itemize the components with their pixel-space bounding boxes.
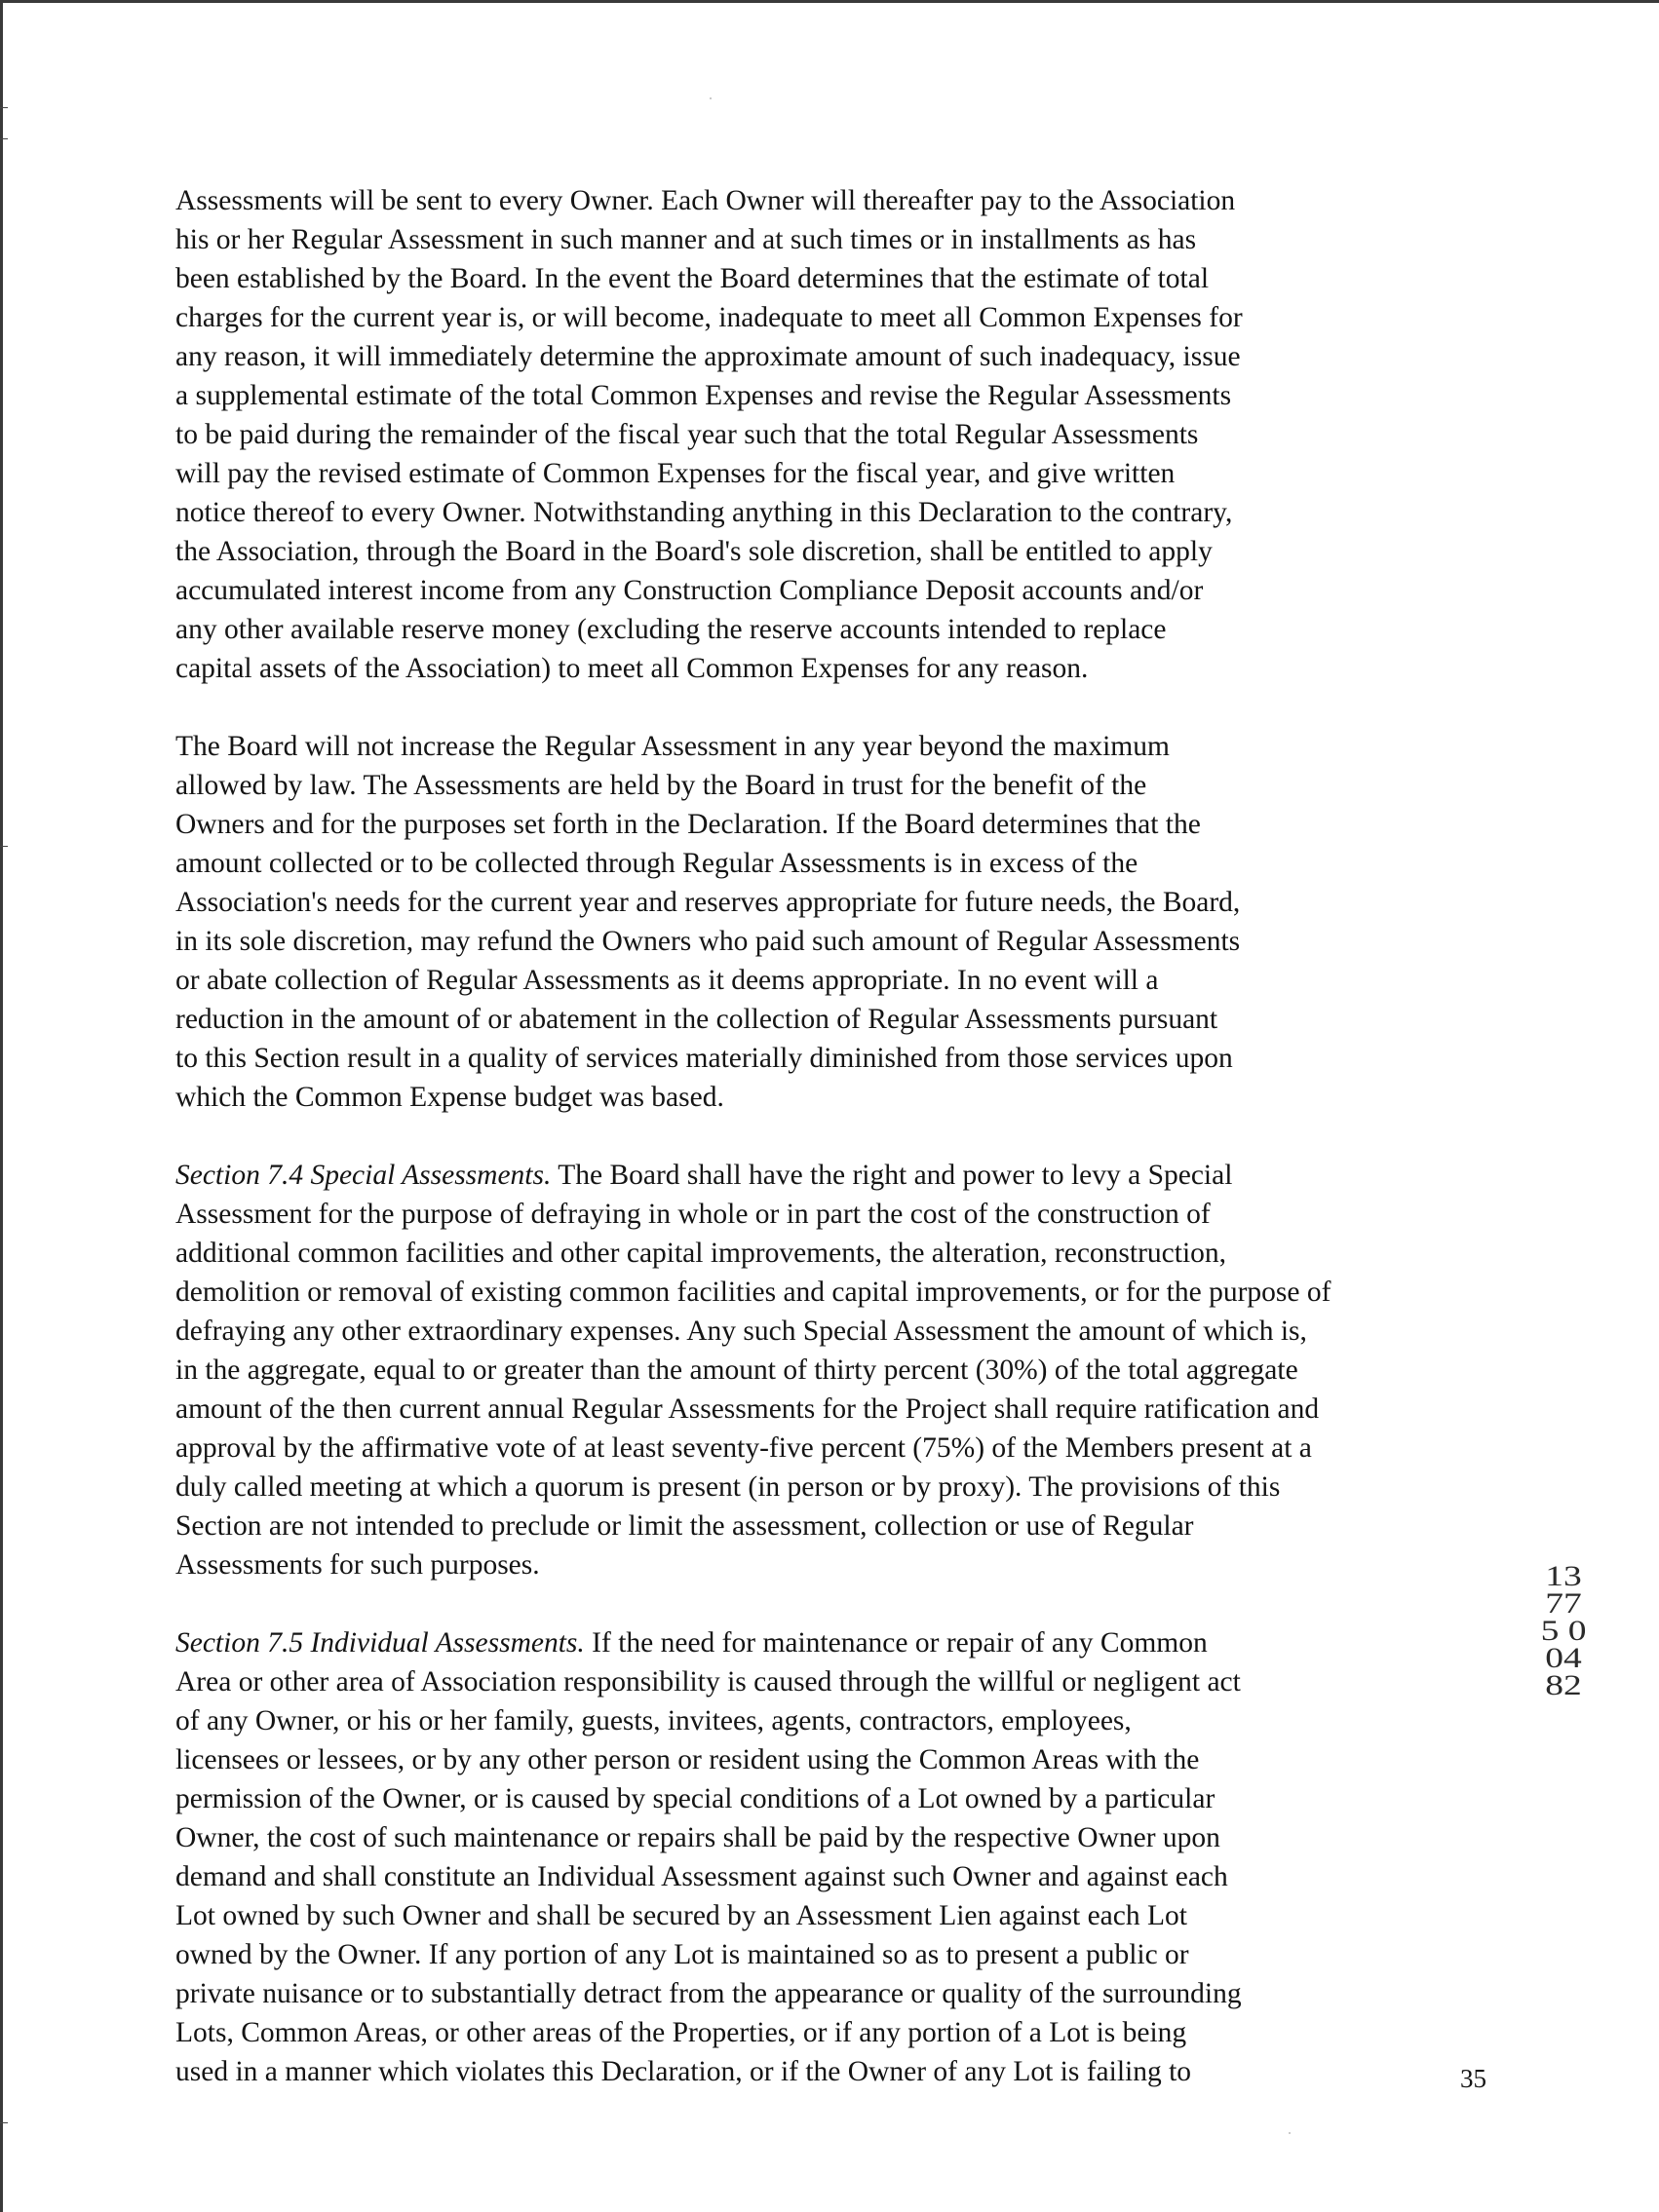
text-line: any other available reserve money (excluding the reserve accounts intended to replace bbox=[175, 614, 1167, 645]
section-heading: Section 7.4 Special Assessments. bbox=[175, 1160, 552, 1191]
text-line: a supplemental estimate of the total Common Expenses and revise the Regular Assessments bbox=[175, 380, 1232, 411]
section-first-line-text: The Board shall have the right and power to levy a Special bbox=[551, 1160, 1233, 1191]
text-line: amount of the then current annual Regular Assessments for the Project shall require ratification and bbox=[175, 1393, 1320, 1425]
text-line: reduction in the amount of or abatement in the collection of Regular Assessments pursuant bbox=[175, 1004, 1218, 1035]
text-line: Area or other area of Association responsibility is caused through the willful or negligent act bbox=[175, 1666, 1241, 1697]
text-line: in its sole discretion, may refund the Owners who paid such amount of Regular Assessments bbox=[175, 926, 1241, 957]
text-line: amount collected or to be collected through Regular Assessments is in excess of the bbox=[175, 848, 1138, 879]
scan-edge-left bbox=[0, 0, 3, 2212]
text-line bbox=[175, 1156, 1511, 1195]
recording-stamp-digits: 13775 00482 bbox=[1540, 1560, 1587, 1701]
text-line: The Board will not increase the Regular Assessment in any year beyond the maximum bbox=[175, 731, 1170, 762]
text-line: Assessment for the purpose of defraying in whole or in part the cost of the construction of bbox=[175, 1199, 1211, 1230]
section-heading: Section 7.5 Individual Assessments. bbox=[175, 1627, 585, 1659]
text-line: approval by the affirmative vote of at least seventy-five percent (75%) of the Members present at a bbox=[175, 1432, 1312, 1464]
text-line: accumulated interest income from any Construction Compliance Deposit accounts and/or bbox=[175, 575, 1204, 606]
scan-edge-mark bbox=[0, 2122, 8, 2123]
text-line: to be paid during the remainder of the fiscal year such that the total Regular Assessments bbox=[175, 419, 1199, 450]
paragraph-assessment-limits bbox=[175, 727, 1511, 1117]
text-line bbox=[175, 1623, 1511, 1662]
text-line: Assessments for such purposes. bbox=[175, 1549, 540, 1581]
document-body bbox=[175, 181, 1511, 2130]
text-line: which the Common Expense budget was based. bbox=[175, 1082, 724, 1113]
scan-edge-mark bbox=[0, 846, 8, 847]
text-line: Association's needs for the current year and reserves appropriate for future needs, the Board, bbox=[175, 887, 1241, 918]
text-line: been established by the Board. In the event the Board determines that the estimate of total bbox=[175, 263, 1210, 294]
text-line: notice thereof to every Owner. Notwithstanding anything in this Declaration to the contrary, bbox=[175, 497, 1233, 528]
text-line: Section are not intended to preclude or limit the assessment, collection or use of Regular bbox=[175, 1510, 1194, 1542]
text-line: in the aggregate, equal to or greater than the amount of thirty percent (30%) of the total aggregate bbox=[175, 1354, 1298, 1386]
text-line: allowed by law. The Assessments are held by the Board in trust for the benefit of the bbox=[175, 770, 1147, 801]
text-line: Lots, Common Areas, or other areas of the Properties, or if any portion of a Lot is being bbox=[175, 2017, 1187, 2048]
text-line: Owners and for the purposes set forth in the Declaration. If the Board determines that the bbox=[175, 809, 1201, 840]
text-line: demolition or removal of existing common facilities and capital improvements, or for the purpose of bbox=[175, 1277, 1331, 1308]
text-line: permission of the Owner, or is caused by special conditions of a Lot owned by a particular bbox=[175, 1783, 1215, 1814]
text-line: will pay the revised estimate of Common Expenses for the fiscal year, and give written bbox=[175, 458, 1176, 489]
section-first-line-text: If the need for maintenance or repair of any Common bbox=[584, 1627, 1208, 1659]
text-line: charges for the current year is, or will become, inadequate to meet all Common Expenses for bbox=[175, 302, 1243, 333]
scan-speck bbox=[710, 97, 712, 99]
text-line: defraying any other extraordinary expenses. Any such Special Assessment the amount of which is, bbox=[175, 1316, 1307, 1347]
text-line: Owner, the cost of such maintenance or repairs shall be paid by the respective Owner upon bbox=[175, 1822, 1220, 1853]
section-7-5-individual-assessments bbox=[175, 1623, 1511, 2091]
scan-edge-mark bbox=[0, 107, 8, 108]
text-line: used in a manner which violates this Declaration, or if the Owner of any Lot is failing to bbox=[175, 2056, 1192, 2087]
scan-edge-mark bbox=[0, 138, 8, 139]
text-line: Lot owned by such Owner and shall be secured by an Assessment Lien against each Lot bbox=[175, 1900, 1187, 1931]
text-line: any reason, it will immediately determine the approximate amount of such inadequacy, issue bbox=[175, 341, 1241, 372]
text-line: to this Section result in a quality of services materially diminished from those services upon bbox=[175, 1043, 1233, 1074]
text-line: or abate collection of Regular Assessments as it deems appropriate. In no event will a bbox=[175, 965, 1159, 996]
recording-stamp bbox=[1540, 1560, 1587, 1816]
text-line: owned by the Owner. If any portion of any Lot is maintained so as to present a public or bbox=[175, 1939, 1189, 1970]
page-number: 35 bbox=[1460, 2064, 1486, 2093]
text-line: his or her Regular Assessment in such manner and at such times or in installments as has bbox=[175, 224, 1197, 255]
scan-edge-top bbox=[0, 0, 1659, 3]
text-line: demand and shall constitute an Individual Assessment against such Owner and against each bbox=[175, 1861, 1228, 1892]
section-7-4-special-assessments bbox=[175, 1156, 1511, 1584]
text-line: Assessments will be sent to every Owner. Each Owner will thereafter pay to the Association bbox=[175, 185, 1236, 216]
text-line: private nuisance or to substantially detract from the appearance or quality of the surrounding bbox=[175, 1978, 1242, 2009]
text-line: the Association, through the Board in the Board's sole discretion, shall be entitled to apply bbox=[175, 536, 1213, 567]
paragraph-regular-assessment-estimate bbox=[175, 181, 1511, 688]
scan-speck bbox=[1289, 2132, 1291, 2134]
text-line: capital assets of the Association) to meet all Common Expenses for any reason. bbox=[175, 653, 1089, 684]
text-line: licensees or lessees, or by any other person or resident using the Common Areas with the bbox=[175, 1744, 1200, 1775]
text-line: duly called meeting at which a quorum is present (in person or by proxy). The provisions of this bbox=[175, 1471, 1281, 1503]
text-line: of any Owner, or his or her family, guests, invitees, agents, contractors, employees, bbox=[175, 1705, 1132, 1736]
text-line: additional common facilities and other capital improvements, the alteration, reconstruction, bbox=[175, 1238, 1227, 1269]
